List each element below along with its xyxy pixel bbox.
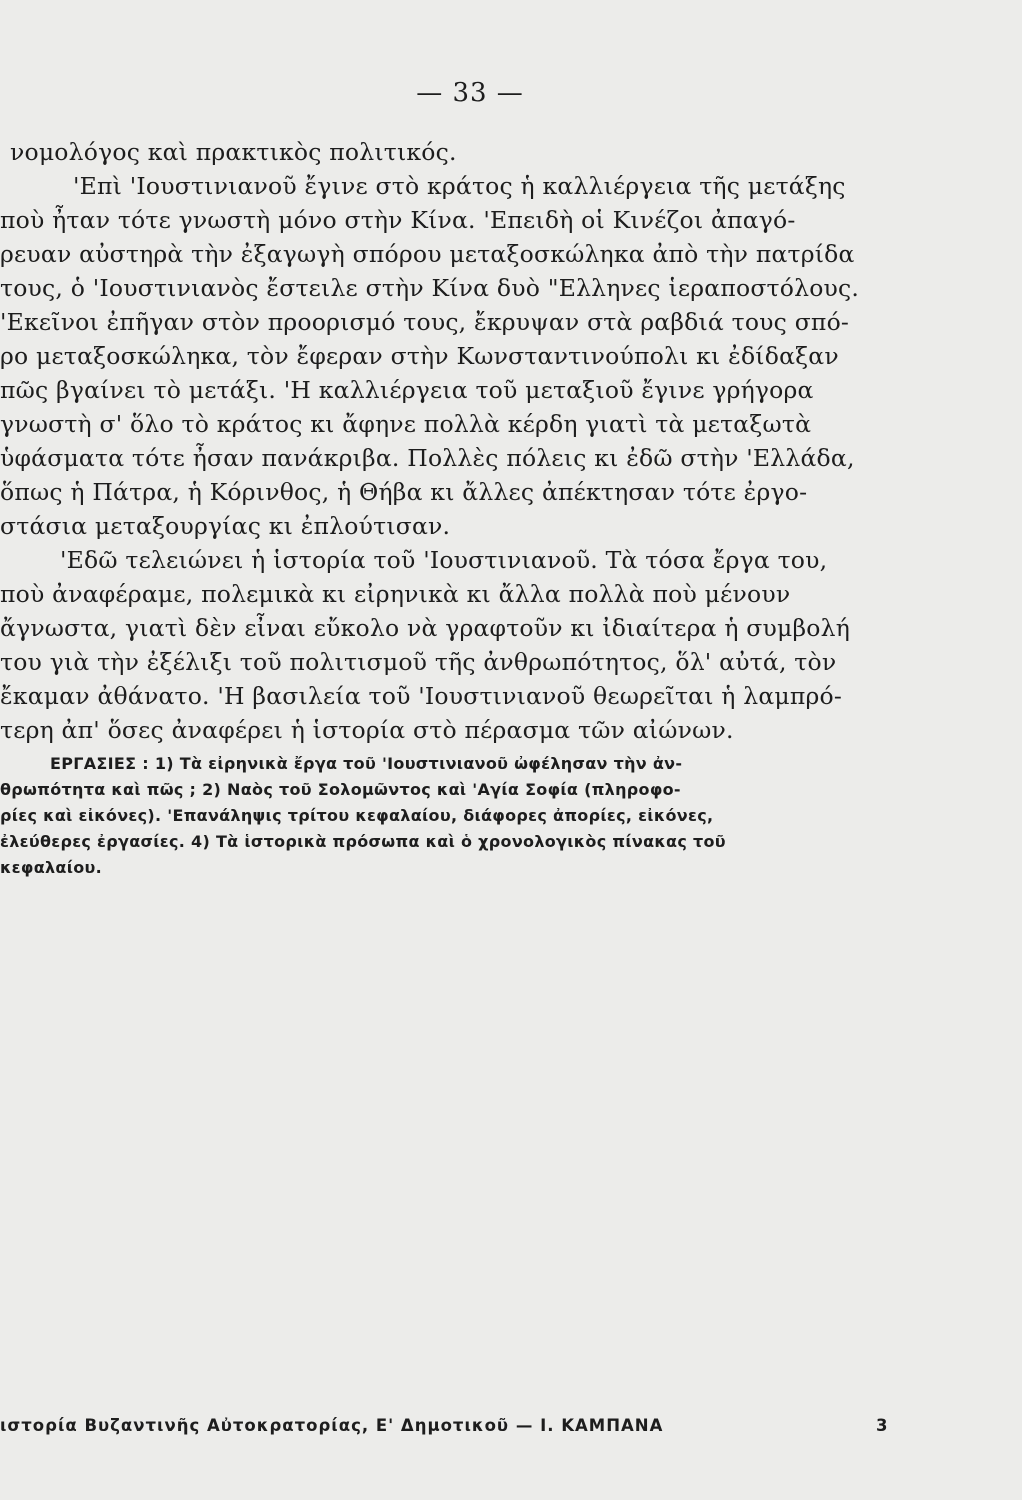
text-line: τους, ὁ 'Ιουστινιανὸς ἔστειλε στὴν Κίνα δυὸ "Ελληνες ἱεραποστόλους. [0, 274, 860, 302]
exercise-line: κεφαλαίου. [0, 858, 103, 877]
text-line: ποὺ ἦταν τότε γνωστὴ μόνο στὴν Κίνα. 'Επειδὴ οἱ Κινέζοι ἀπαγό- [0, 206, 796, 234]
text-line: ποὺ ἀναφέραμε, πολεμικὰ κι εἰρηνικὰ κι ἄλλα πολλὰ ποὺ μένουν [0, 580, 791, 608]
text-line: ρευαν αὐστηρὰ τὴν ἐξαγωγὴ σπόρου μεταξοσκώληκα ἀπὸ τὴν πατρίδα [0, 240, 855, 268]
exercise-line: ρίες καὶ εἰκόνες). 'Επανάληψις τρίτου κεφαλαίου, διάφορες ἀπορίες, εἰκόνες, [0, 806, 714, 825]
text-line: ὑφάσματα τότε ἦσαν πανάκριβα. Πολλὲς πόλεις κι ἐδῶ στὴν 'Ελλάδα, [0, 444, 855, 472]
text-line: πῶς βγαίνει τὸ μετάξι. 'Η καλλιέργεια τοῦ μεταξιοῦ ἔγινε γρήγορα [0, 376, 814, 404]
text-line: 'Επὶ 'Ιουστινιανοῦ ἔγινε στὸ κράτος ἡ καλλιέργεια τῆς μετάξης [73, 172, 846, 200]
text-line: ἄγνωστα, γιατὶ δὲν εἶναι εὔκολο νὰ γραφτοῦν κι ἰδιαίτερα ἡ συμβολή [0, 614, 850, 642]
text-line: γνωστὴ σ' ὅλο τὸ κράτος κι ἄφηνε πολλὰ κέρδη γιατὶ τὰ μεταξωτὰ [0, 410, 812, 438]
exercise-line: ΕΡΓΑΣΙΕΣ : 1) Τὰ εἰρηνικὰ ἔργα τοῦ 'Ιουστινιανοῦ ὠφέλησαν τὴν ἀν- [50, 754, 683, 773]
text-line: 'Εκεῖνοι ἐπῆγαν στὸν προορισμό τους, ἔκρυψαν στὰ ραβδιά τους σπό- [0, 308, 850, 336]
text-line: ἔκαμαν ἀθάνατο. 'Η βασιλεία τοῦ 'Ιουστινιανοῦ θεωρεῖται ἡ λαμπρό- [0, 682, 843, 710]
page-number: — 33 — [416, 78, 524, 108]
text-line: του γιὰ τὴν ἐξέλιξι τοῦ πολιτισμοῦ τῆς ἀνθρωπότητος, ὅλ' αὐτά, τὸν [0, 648, 837, 676]
footer-signature-number: 3 [876, 1416, 889, 1435]
footer-title: ιστορία Βυζαντινῆς Αὐτοκρατορίας, Ε' Δημοτικοῦ — Ι. ΚΑΜΠΑΝΑ [0, 1416, 664, 1435]
text-line: ρο μεταξοσκώληκα, τὸν ἔφεραν στὴν Κωνσταντινούπολι κι ἐδίδαξαν [0, 342, 839, 370]
text-line: ὅπως ἡ Πάτρα, ἡ Κόρινθος, ἡ Θήβα κι ἄλλες ἀπέκτησαν τότε ἐργο- [0, 478, 808, 506]
text-line: τερη ἀπ' ὅσες ἀναφέρει ἡ ἱστορία στὸ πέρασμα τῶν αἰώνων. [0, 716, 734, 744]
text-line: νομολόγος καὶ πρακτικὸς πολιτικός. [10, 138, 457, 166]
text-line: 'Εδῶ τελειώνει ἡ ἱστορία τοῦ 'Ιουστινιανοῦ. Τὰ τόσα ἔργα του, [60, 546, 828, 574]
exercise-line: ἐλεύθερες ἐργασίες. 4) Τὰ ἱστορικὰ πρόσωπα καὶ ὁ χρονολογικὸς πίνακας τοῦ [0, 832, 726, 851]
exercise-line: θρωπότητα καὶ πῶς ; 2) Ναὸς τοῦ Σολομῶντος καὶ 'Αγία Σοφία (πληροφο- [0, 780, 681, 799]
text-line: στάσια μεταξουργίας κι ἐπλούτισαν. [0, 512, 451, 540]
